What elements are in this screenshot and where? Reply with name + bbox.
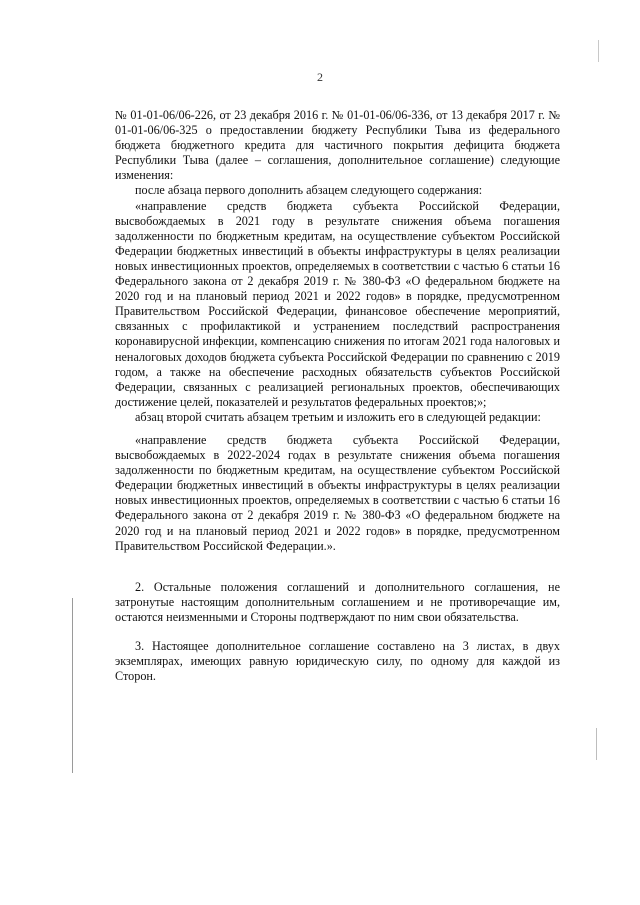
left-margin-mark <box>72 598 73 773</box>
page-number: 2 <box>317 70 323 84</box>
paragraph-clause-2: 2. Остальные положения соглашений и дополнительного соглашения, не затронутые настоящим дополнительным соглашением и не противоречащие им, остаются неизменными и Стороны подтверждают по ним свои обязательства. <box>115 579 560 624</box>
paragraph-agreement-reference: № 01-01-06/06-226, от 23 декабря 2016 г. № 01-01-06/06-336, от 13 декабря 2017 г. № 01-01-06/06-325 о предоставлении бюджету Республики Тыва из федерального бюджета бюджетного кредита для частичного покрытия дефицита бюджета Республики Тыва (далее – соглашения, дополнительное соглашение) следующие изменения: <box>115 108 560 183</box>
paragraph-quoted-2022-2024: «направление средств бюджета субъекта Российской Федерации, высвобождаемых в 2022-2024 годах в результате снижения объема погашения задолженности по бюджетным кредитам, на осуществление субъектом Российской Федерации бюджетных инвестиций в объекты инфраструктуры в целях реализации новых инвестиционных проектов, определяемых в соответствии с частью 6 статьи 16 Федерального закона от 2 декабря 2019 г. № 380-ФЗ «О федеральном бюджете на 2020 год и на плановый период 2021 и 2022 годов» в порядке, предусмотренном Правительством Российской Федерации.». <box>115 432 560 553</box>
document-body <box>115 108 560 684</box>
paragraph-insert-instruction: после абзаца первого дополнить абзацем следующего содержания: <box>135 183 483 198</box>
paragraph-clause-3: 3. Настоящее дополнительное соглашение составлено на 3 листах, в двух экземплярах, имеющих равную юридическую силу, по одному для каждой из Сторон. <box>115 639 560 684</box>
right-margin-mark-top <box>598 40 599 62</box>
paragraph-quoted-2021: «направление средств бюджета субъекта Российской Федерации, высвобождаемых в 2021 году в результате снижения объема погашения задолженности по бюджетным кредитам, на осуществление субъектом Российской Федерации бюджетных инвестиций в объекты инфраструктуры в целях реализации новых инвестиционных проектов, определяемых в соответствии с частью 6 статьи 16 Федерального закона от 2 декабря 2019 г. № 380-ФЗ «О федеральном бюджете на 2020 год и на плановый период 2021 и 2022 годов» в порядке, предусмотренном Правительством Российской Федерации, финансовое обеспечение мероприятий, связанных с профилактикой и устранением последствий распространения коронавирусной инфекции, компенсацию снижения по итогам 2021 года налоговых и неналоговых доходов бюджета субъекта Российской Федерации по сравнению с 2019 годом, а также на обеспечение расходных обязательств субъектов Российской Федерации, связанных с реализацией региональных проектов, обеспечивающих достижение целей, показателей и результатов федеральных проектов;»; <box>115 198 560 409</box>
right-margin-mark-bottom <box>596 728 597 760</box>
paragraph-restate-instruction: абзац второй считать абзацем третьим и изложить его в следующей редакции: <box>135 409 541 424</box>
